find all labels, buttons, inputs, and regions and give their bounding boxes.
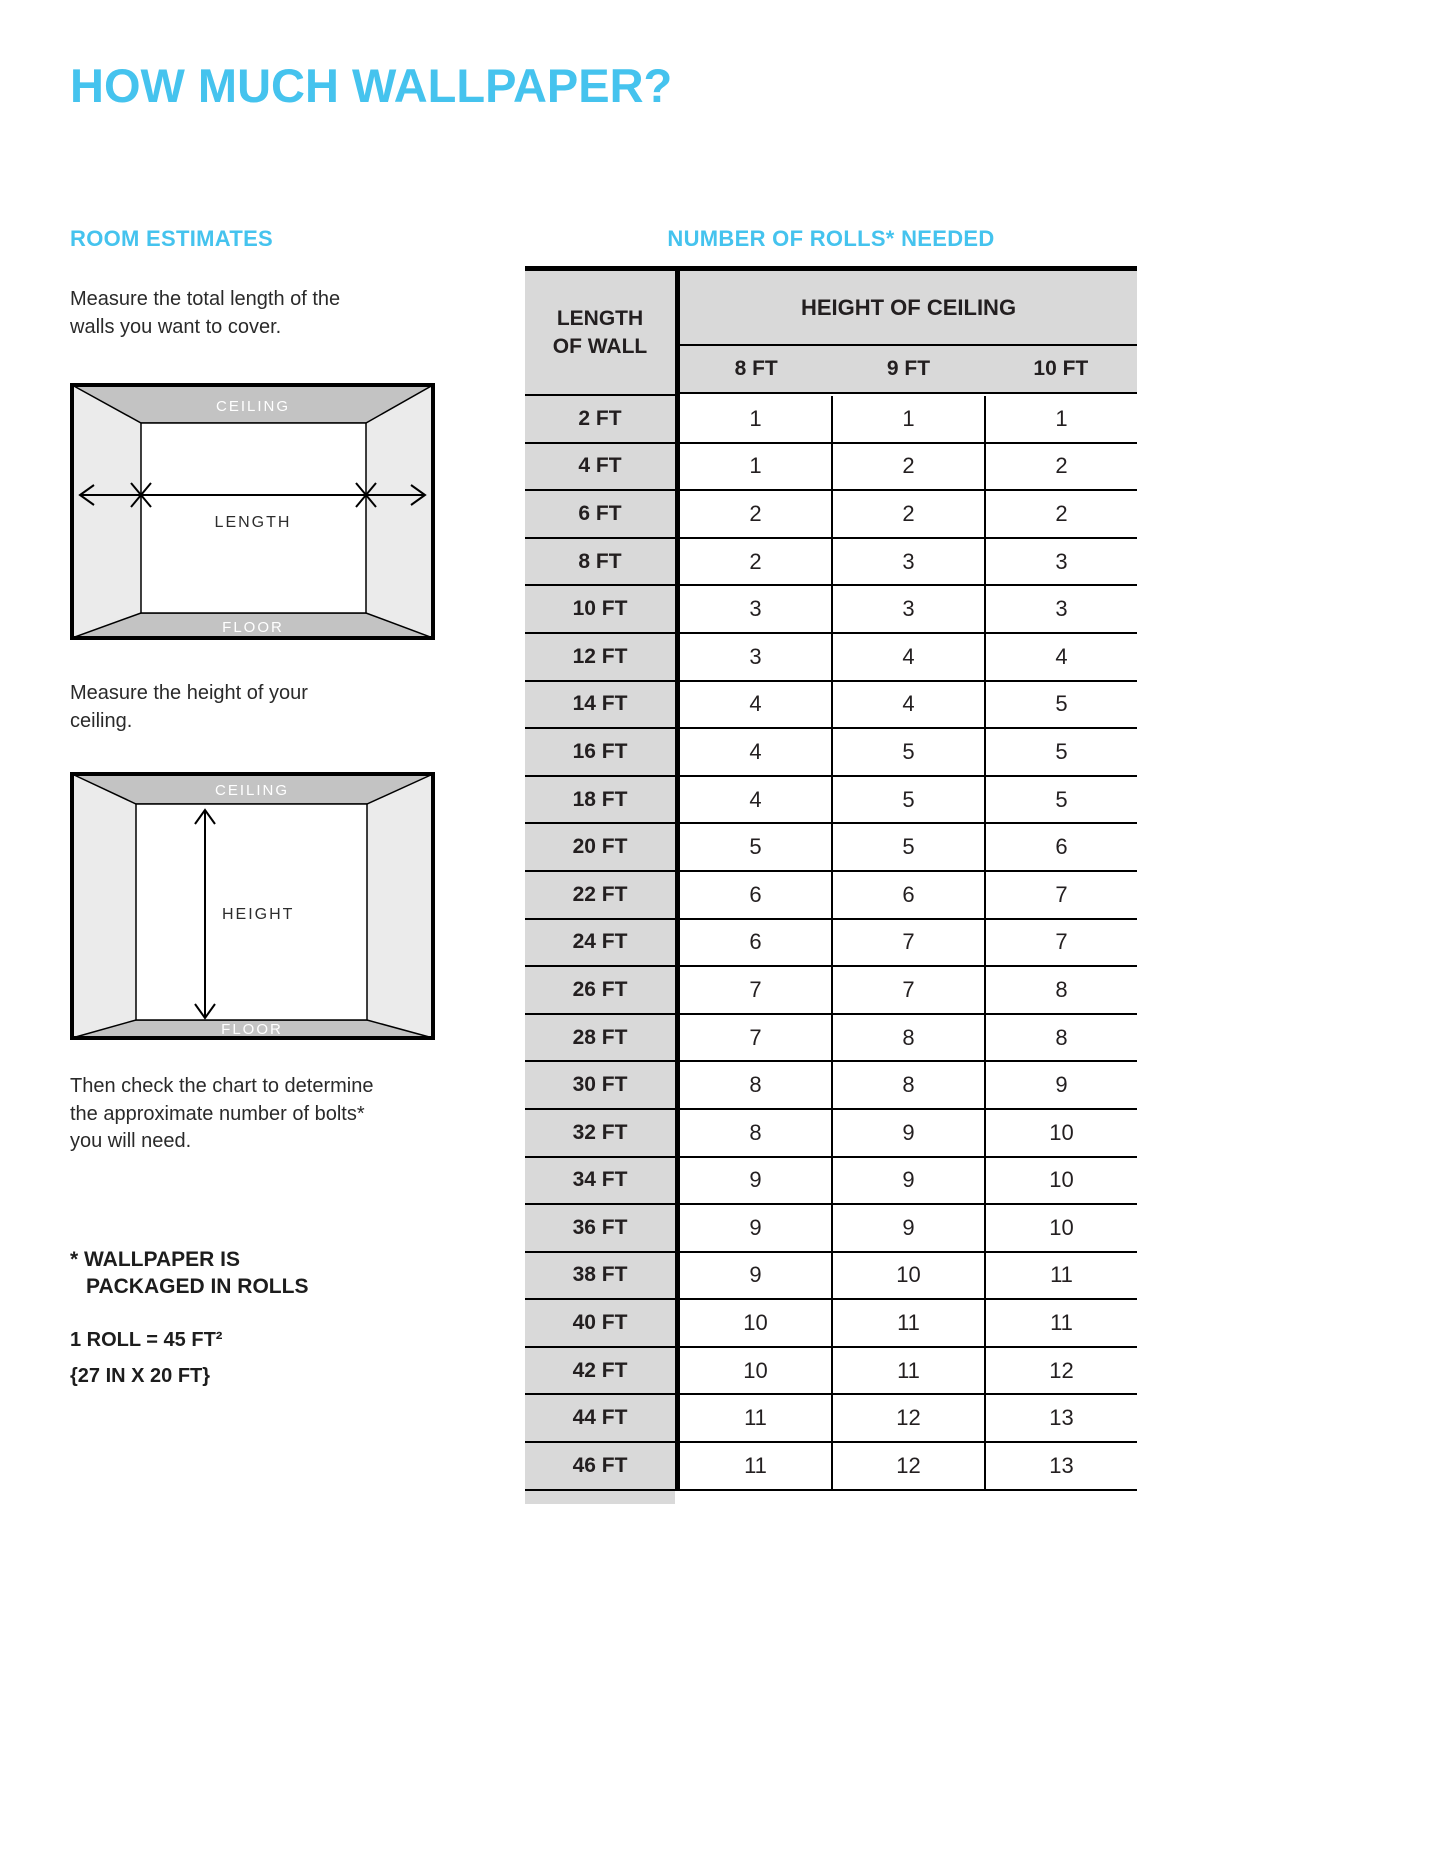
ceiling-label: CEILING [214, 782, 290, 799]
rolls-count-cell: 13 [986, 1443, 1137, 1491]
wall-length-cell: 4 FT [525, 444, 680, 492]
wall-length-cell: 16 FT [525, 729, 680, 777]
wall-length-cell: 38 FT [525, 1253, 680, 1301]
page-title: HOW MUCH WALLPAPER? [70, 59, 673, 112]
rolls-count-cell: 7 [986, 872, 1137, 920]
rolls-count-cell: 12 [833, 1443, 986, 1491]
rolls-count-cell: 7 [986, 920, 1137, 968]
table-row [525, 634, 1137, 682]
rolls-count-cell: 1 [680, 396, 833, 444]
rolls-count-cell: 7 [833, 967, 986, 1015]
ceiling-label: CEILING [215, 398, 291, 415]
length-of-wall-header [525, 271, 680, 396]
rolls-count-cell: 12 [986, 1348, 1137, 1396]
wall-length-cell: 40 FT [525, 1300, 680, 1348]
rolls-count-cell: 9 [833, 1205, 986, 1253]
table-footer-strip [525, 1491, 675, 1504]
wall-length-cell: 28 FT [525, 1015, 680, 1063]
rolls-count-cell: 4 [833, 682, 986, 730]
table-row [525, 491, 1137, 539]
rolls-count-cell: 5 [833, 777, 986, 825]
rolls-count-cell: 11 [680, 1443, 833, 1491]
rolls-count-cell: 5 [680, 824, 833, 872]
roll-spec [70, 1322, 222, 1394]
rolls-count-cell: 2 [833, 491, 986, 539]
room-length-diagram [70, 383, 435, 640]
rolls-count-cell: 3 [986, 539, 1137, 587]
wall-length-cell: 12 FT [525, 634, 680, 682]
rolls-count-cell: 10 [986, 1110, 1137, 1158]
rolls-count-cell: 11 [986, 1300, 1137, 1348]
roll-area-spec: 1 ROLL = 45 FT² [70, 1329, 223, 1351]
rolls-count-cell: 5 [833, 729, 986, 777]
table-row [525, 872, 1137, 920]
footnote-line-2: PACKAGED IN ROLLS [86, 1275, 309, 1299]
table-row [525, 920, 1137, 968]
ceiling-height-9ft: 9 FT [886, 357, 931, 380]
rolls-count-cell: 5 [986, 682, 1137, 730]
table-row [525, 1110, 1137, 1158]
rolls-count-cell: 3 [680, 586, 833, 634]
rolls-table-body [525, 396, 1137, 1491]
rolls-count-cell: 4 [680, 682, 833, 730]
rolls-count-cell: 7 [680, 967, 833, 1015]
table-row [525, 824, 1137, 872]
wall-length-cell: 30 FT [525, 1062, 680, 1110]
rolls-count-cell: 8 [986, 967, 1137, 1015]
rolls-count-cell: 2 [680, 539, 833, 587]
rolls-count-cell: 8 [680, 1062, 833, 1110]
wall-length-cell: 14 FT [525, 682, 680, 730]
table-row [525, 1015, 1137, 1063]
rolls-count-cell: 1 [680, 444, 833, 492]
rolls-count-cell: 4 [986, 634, 1137, 682]
rolls-count-cell: 9 [680, 1158, 833, 1206]
wall-length-cell: 34 FT [525, 1158, 680, 1206]
rolls-count-cell: 3 [833, 539, 986, 587]
rolls-count-cell: 10 [986, 1158, 1137, 1206]
rolls-count-cell: 5 [986, 729, 1137, 777]
rolls-count-cell: 8 [986, 1015, 1137, 1063]
wall-length-cell: 2 FT [525, 396, 680, 444]
room-estimates-heading: ROOM ESTIMATES [70, 226, 274, 251]
rolls-count-cell: 4 [680, 729, 833, 777]
table-row [525, 539, 1137, 587]
length-of-wall-label: LENGTH OF WALL [552, 307, 648, 358]
rolls-count-cell: 5 [986, 777, 1137, 825]
table-row [525, 1395, 1137, 1443]
rolls-count-cell: 3 [986, 586, 1137, 634]
rolls-count-cell: 6 [833, 872, 986, 920]
rolls-count-cell: 4 [680, 777, 833, 825]
table-row [525, 777, 1137, 825]
rolls-count-cell: 9 [986, 1062, 1137, 1110]
length-label: LENGTH [214, 514, 292, 531]
rolls-count-cell: 2 [986, 444, 1137, 492]
rolls-count-cell: 9 [680, 1253, 833, 1301]
wall-length-cell: 24 FT [525, 920, 680, 968]
wall-length-cell: 36 FT [525, 1205, 680, 1253]
rolls-count-cell: 12 [833, 1395, 986, 1443]
rolls-count-cell: 7 [680, 1015, 833, 1063]
ceiling-height-10ft: 10 FT [1033, 357, 1089, 380]
wall-length-cell: 42 FT [525, 1348, 680, 1396]
table-row [525, 1158, 1137, 1206]
roll-dimensions-spec: {27 IN X 20 FT} [70, 1365, 211, 1387]
rolls-count-cell: 4 [833, 634, 986, 682]
rolls-count-cell: 11 [680, 1395, 833, 1443]
wall-length-cell: 20 FT [525, 824, 680, 872]
ceiling-heights-row [680, 346, 1137, 394]
rolls-count-cell: 9 [833, 1158, 986, 1206]
rolls-count-cell: 2 [680, 491, 833, 539]
rolls-count-cell: 9 [833, 1110, 986, 1158]
height-label: HEIGHT [222, 906, 295, 923]
rolls-count-cell: 3 [833, 586, 986, 634]
wall-length-cell: 26 FT [525, 967, 680, 1015]
rolls-count-cell: 6 [680, 920, 833, 968]
rolls-count-cell: 6 [680, 872, 833, 920]
rolls-count-cell: 10 [680, 1300, 833, 1348]
room-height-diagram [70, 772, 435, 1040]
wall-length-cell: 10 FT [525, 586, 680, 634]
table-row [525, 967, 1137, 1015]
instruction-height: Measure the height of your ceiling. [70, 682, 308, 732]
table-row [525, 586, 1137, 634]
rolls-count-cell: 11 [986, 1253, 1137, 1301]
rolls-count-cell: 1 [986, 396, 1137, 444]
rolls-count-cell: 11 [833, 1300, 986, 1348]
wall-length-cell: 32 FT [525, 1110, 680, 1158]
rolls-count-cell: 10 [986, 1205, 1137, 1253]
table-row [525, 682, 1137, 730]
table-row [525, 444, 1137, 492]
rolls-table [525, 266, 1137, 1504]
wall-length-cell: 22 FT [525, 872, 680, 920]
footnote-line-1: * WALLPAPER IS [70, 1248, 240, 1271]
table-row [525, 1300, 1137, 1348]
rolls-count-cell: 8 [833, 1015, 986, 1063]
table-row [525, 1253, 1137, 1301]
ceiling-header-group [680, 271, 1137, 396]
rolls-count-cell: 1 [833, 396, 986, 444]
wall-length-cell: 46 FT [525, 1443, 680, 1491]
rolls-count-cell: 9 [680, 1205, 833, 1253]
rolls-count-cell: 6 [986, 824, 1137, 872]
wall-length-cell: 6 FT [525, 491, 680, 539]
rolls-footnote [70, 1246, 308, 1301]
instruction-length: Measure the total length of the walls you want to cover. [70, 288, 341, 338]
rolls-count-cell: 2 [986, 491, 1137, 539]
floor-label: FLOOR [221, 1021, 283, 1038]
table-row [525, 1205, 1137, 1253]
height-of-ceiling-label: HEIGHT OF CEILING [680, 271, 1137, 346]
table-row [525, 1443, 1137, 1491]
instruction-chart: Then check the chart to determine the approximate number of bolts* you will need. [70, 1075, 374, 1153]
rolls-count-cell: 3 [680, 634, 833, 682]
rolls-needed-heading: NUMBER OF ROLLS* NEEDED [667, 226, 995, 251]
table-row [525, 1062, 1137, 1110]
table-row [525, 729, 1137, 777]
wall-length-cell: 18 FT [525, 777, 680, 825]
table-header [525, 271, 1137, 396]
rolls-count-cell: 7 [833, 920, 986, 968]
floor-label: FLOOR [222, 619, 284, 636]
wall-length-cell: 8 FT [525, 539, 680, 587]
rolls-count-cell: 8 [680, 1110, 833, 1158]
rolls-count-cell: 2 [833, 444, 986, 492]
wall-length-cell: 44 FT [525, 1395, 680, 1443]
ceiling-height-8ft: 8 FT [734, 357, 778, 380]
rolls-count-cell: 5 [833, 824, 986, 872]
rolls-count-cell: 10 [833, 1253, 986, 1301]
rolls-count-cell: 8 [833, 1062, 986, 1110]
rolls-count-cell: 13 [986, 1395, 1137, 1443]
rolls-count-cell: 10 [680, 1348, 833, 1396]
table-row [525, 396, 1137, 444]
rolls-count-cell: 11 [833, 1348, 986, 1396]
table-row [525, 1348, 1137, 1396]
